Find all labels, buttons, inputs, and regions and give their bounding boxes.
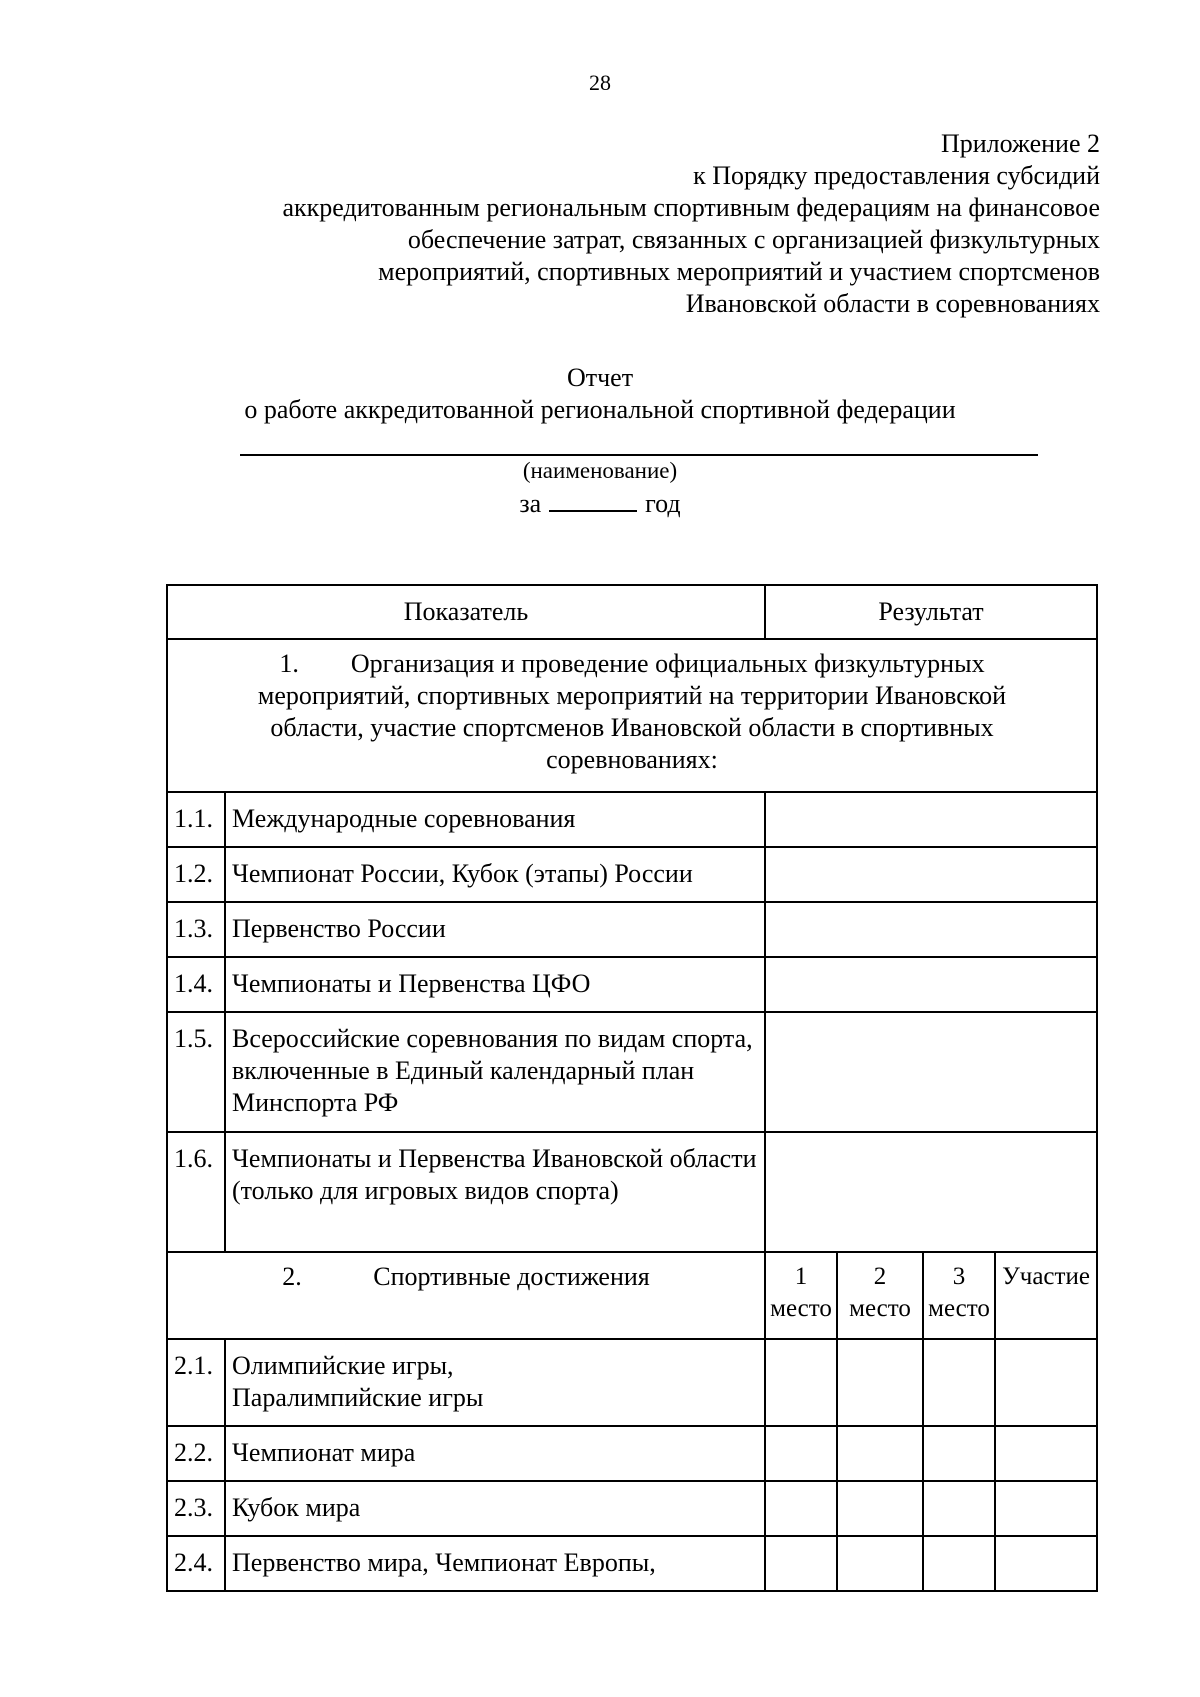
row-label: Первенство мира, Чемпионат Европы, xyxy=(225,1536,765,1591)
place-2-cell xyxy=(837,1339,923,1426)
federation-name-blank xyxy=(240,454,1038,456)
place-2-cell xyxy=(837,1426,923,1481)
year-suffix: год xyxy=(645,489,681,518)
appendix-line: аккредитованным региональным спортивным федерациям на финансовое xyxy=(282,193,1100,222)
table-header-row xyxy=(167,585,1097,639)
section2-title-text: Спортивные достижения xyxy=(373,1262,650,1291)
row-label: Чемпионаты и Первенства Ивановской области (только для игровых видов спорта) xyxy=(225,1132,765,1252)
section1-title-text: Организация и проведение официальных физкультурных мероприятий, спортивных мероприятий на территории Ивановской области, участие спортсменов Ивановской области в спортивных соревнованиях: xyxy=(257,649,1007,774)
participation-cell xyxy=(995,1481,1097,1536)
participation-cell xyxy=(995,1339,1097,1426)
place-number: 3 xyxy=(952,1263,966,1290)
place-2-cell xyxy=(837,1536,923,1591)
section2-number: 2. xyxy=(282,1262,302,1291)
participation-header: Участие xyxy=(995,1252,1097,1339)
table-row xyxy=(167,957,1097,1012)
row-number: 1.1. xyxy=(167,792,225,847)
participation-cell xyxy=(995,1536,1097,1591)
place-2-cell xyxy=(837,1481,923,1536)
row-label: Олимпийские игры, Паралимпийские игры xyxy=(225,1339,765,1426)
row-number: 1.6. xyxy=(167,1132,225,1252)
row-label: Первенство России xyxy=(225,902,765,957)
section2-title-row xyxy=(167,1252,1097,1339)
row-number: 1.4. xyxy=(167,957,225,1012)
header-indicator: Показатель xyxy=(167,585,765,639)
table-row xyxy=(167,1012,1097,1132)
section1-title xyxy=(167,639,1097,792)
result-cell xyxy=(765,847,1097,902)
year-line xyxy=(0,488,1200,519)
result-cell xyxy=(765,1012,1097,1132)
table-row xyxy=(167,902,1097,957)
place-1-cell xyxy=(765,1426,837,1481)
table-row xyxy=(167,1132,1097,1252)
section1-title-row xyxy=(167,639,1097,792)
place-number: 2 xyxy=(873,1263,887,1290)
name-caption: (наименование) xyxy=(522,458,678,483)
appendix-header xyxy=(200,128,1100,320)
result-cell xyxy=(765,1132,1097,1252)
place-1-cell xyxy=(765,1536,837,1591)
place-3-cell xyxy=(923,1536,995,1591)
result-cell xyxy=(765,902,1097,957)
table-row xyxy=(167,792,1097,847)
appendix-line: к Порядку предоставления субсидий xyxy=(693,161,1100,190)
row-number: 2.4. xyxy=(167,1536,225,1591)
row-label: Международные соревнования xyxy=(225,792,765,847)
row-label: Всероссийские соревнования по видам спорта, включенные в Единый календарный план Минспорта РФ xyxy=(225,1012,765,1132)
place-2-header xyxy=(837,1252,923,1339)
table-row xyxy=(167,1536,1097,1591)
section1-number: 1. xyxy=(279,649,299,678)
report-subtitle: о работе аккредитованной региональной спортивной федерации xyxy=(244,395,956,424)
section2-title xyxy=(167,1252,765,1339)
year-blank xyxy=(549,488,637,512)
report-title: Отчет xyxy=(566,363,634,392)
place-3-cell xyxy=(923,1339,995,1426)
place-3-cell xyxy=(923,1426,995,1481)
row-number: 2.3. xyxy=(167,1481,225,1536)
row-label: Чемпионат России, Кубок (этапы) России xyxy=(225,847,765,902)
participation-cell xyxy=(995,1426,1097,1481)
report-title-block xyxy=(0,362,1200,426)
header-result: Результат xyxy=(765,585,1097,639)
place-word: место xyxy=(849,1295,911,1322)
place-1-header xyxy=(765,1252,837,1339)
report-table xyxy=(166,584,1098,1592)
row-label: Чемпионаты и Первенства ЦФО xyxy=(225,957,765,1012)
row-number: 2.2. xyxy=(167,1426,225,1481)
row-number: 1.2. xyxy=(167,847,225,902)
table-row xyxy=(167,1426,1097,1481)
year-prefix: за xyxy=(519,489,542,518)
place-1-cell xyxy=(765,1481,837,1536)
row-number: 2.1. xyxy=(167,1339,225,1426)
place-3-header xyxy=(923,1252,995,1339)
place-word: место xyxy=(928,1295,990,1322)
row-number: 1.3. xyxy=(167,902,225,957)
result-cell xyxy=(765,957,1097,1012)
place-3-cell xyxy=(923,1481,995,1536)
appendix-line: мероприятий, спортивных мероприятий и участием спортсменов xyxy=(378,257,1100,286)
row-number: 1.5. xyxy=(167,1012,225,1132)
table-row xyxy=(167,847,1097,902)
appendix-line: Приложение 2 xyxy=(940,129,1100,158)
appendix-line: Ивановской области в соревнованиях xyxy=(685,289,1100,318)
table-row xyxy=(167,1481,1097,1536)
page-number: 28 xyxy=(589,70,611,95)
place-word: место xyxy=(770,1295,832,1322)
place-1-cell xyxy=(765,1339,837,1426)
place-number: 1 xyxy=(794,1263,808,1290)
table-row xyxy=(167,1339,1097,1426)
row-label: Чемпионат мира xyxy=(225,1426,765,1481)
result-cell xyxy=(765,792,1097,847)
appendix-line: обеспечение затрат, связанных с организацией физкультурных xyxy=(407,225,1100,254)
row-label: Кубок мира xyxy=(225,1481,765,1536)
